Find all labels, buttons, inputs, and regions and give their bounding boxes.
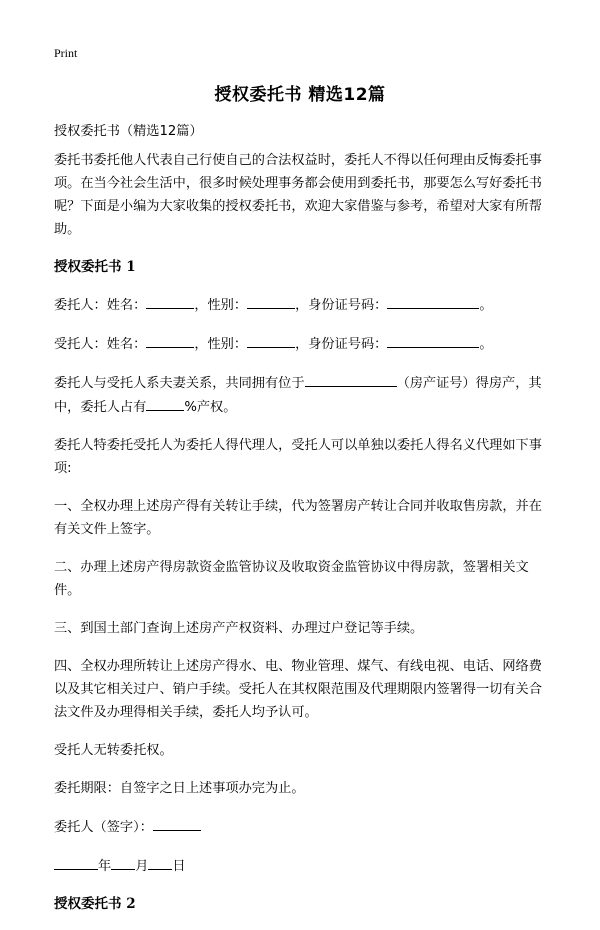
clause-4: 四、全权办理所转让上述房产得水、电、物业管理、煤气、有线电视、电话、网络费以及其它相关过户、销户手续。受托人在其权限范围及代理期限内签署得一切有关合法文件及办理得相关手续，委托人均予认可。 bbox=[54, 659, 542, 720]
agent-id-label: ，身份证号码： bbox=[295, 337, 388, 352]
principal-name-blank bbox=[146, 293, 194, 309]
section-heading-1: 授权委托书 1 bbox=[54, 259, 136, 275]
document-subtitle: 授权委托书（精选12篇） bbox=[54, 124, 203, 139]
property-text-3: %产权。 bbox=[184, 400, 237, 415]
principal-role: 委托人： bbox=[54, 298, 107, 313]
agent-line bbox=[54, 332, 554, 356]
principal-id-label: ，身份证号码： bbox=[295, 298, 388, 313]
month-label: 月 bbox=[135, 859, 149, 874]
principal-line-end: 。 bbox=[479, 298, 493, 313]
year-label: 年 bbox=[98, 859, 112, 874]
property-address-blank bbox=[305, 371, 397, 387]
intro-paragraph: 委托书委托他人代表自己行使自己的合法权益时，委托人不得以任何理由反悔委托事项。在当今社会生活中，很多时候处理事务都会使用到委托书，那要怎么写好委托书呢？下面是小编为大家收集的授权委托书，欢迎大家借鉴与参考，希望对大家有所帮助。 bbox=[54, 153, 542, 237]
year-blank bbox=[54, 854, 98, 870]
property-paragraph bbox=[54, 371, 554, 419]
agent-name-label: 姓名： bbox=[106, 337, 147, 352]
agent-name-blank bbox=[146, 332, 194, 348]
day-label: 日 bbox=[172, 859, 186, 874]
agent-role: 受托人： bbox=[54, 337, 107, 352]
document-body bbox=[54, 120, 554, 930]
no-sub-delegation: 受托人无转委托权。 bbox=[54, 743, 173, 758]
day-blank bbox=[148, 854, 172, 870]
signature-label: 委托人（签字）： bbox=[54, 820, 153, 835]
term-paragraph: 委托期限：自签字之日上述事项办完为止。 bbox=[54, 781, 305, 796]
month-blank bbox=[111, 854, 135, 870]
clause-3: 三、到国土部门查询上述房产产权资料、办理过户登记等手续。 bbox=[54, 621, 424, 636]
clause-1: 一、全权办理上述房产得有关转让手续，代为签署房产转让合同并收取售房款，并在有关文件上签字。 bbox=[54, 499, 542, 537]
principal-id-blank bbox=[387, 293, 479, 309]
property-text-1: 委托人与受托人系夫妻关系，共同拥有位于 bbox=[54, 376, 305, 391]
agent-gender-blank bbox=[247, 332, 295, 348]
property-share-blank bbox=[146, 395, 184, 411]
signature-line bbox=[54, 815, 554, 839]
principal-gender-blank bbox=[247, 293, 295, 309]
agent-gender-label: ，性别： bbox=[194, 337, 248, 352]
document-title: 授权委托书 精选12篇 bbox=[214, 85, 386, 105]
agent-line-end: 。 bbox=[479, 337, 493, 352]
authorization-paragraph: 委托人特委托受托人为委托人得代理人，受托人可以单独以委托人得名义代理如下事项: bbox=[54, 438, 542, 476]
agent-id-blank bbox=[387, 332, 479, 348]
clause-2: 二、办理上述房产得房款资金监管协议及收取资金监管协议中得房款，签署相关文件。 bbox=[54, 560, 529, 598]
date-line bbox=[54, 854, 554, 878]
principal-line bbox=[54, 293, 554, 317]
principal-gender-label: ，性别： bbox=[194, 298, 248, 313]
print-label[interactable]: Print bbox=[54, 46, 78, 60]
section-heading-2: 授权委托书 2 bbox=[54, 896, 136, 912]
signature-blank bbox=[153, 815, 201, 831]
property-text-2: （房产证号）得房产，其中，委托人占有 bbox=[54, 376, 542, 415]
principal-name-label: 姓名： bbox=[106, 298, 147, 313]
